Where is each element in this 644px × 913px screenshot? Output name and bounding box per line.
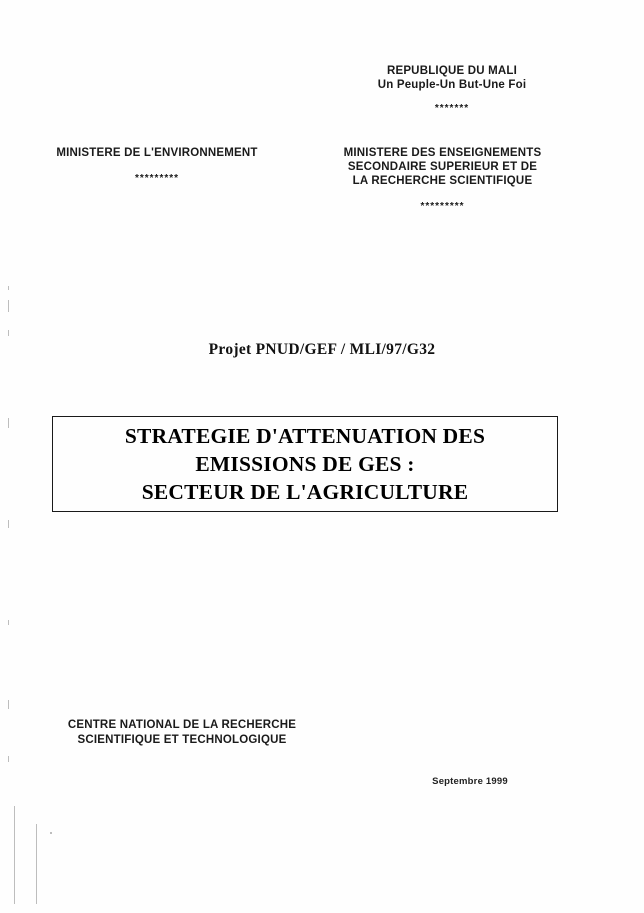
ministry-education-line1: MINISTERE DES ENSEIGNEMENTS <box>343 147 542 159</box>
republic-name: REPUBLIQUE DU MALI <box>386 65 518 77</box>
scan-artifact <box>36 824 37 904</box>
ministry-education-line2: SECONDAIRE SUPERIEUR ET DE <box>347 161 538 173</box>
scan-artifact <box>14 806 15 904</box>
ministry-education <box>300 146 585 212</box>
scan-artifact <box>8 418 9 428</box>
scan-artifact <box>8 756 9 762</box>
institution-line2: SCIENTIFIQUE ET TECHNOLOGIQUE <box>77 734 287 746</box>
document-date: Septembre 1999 <box>432 776 508 787</box>
scan-artifact <box>8 300 9 312</box>
republic-separator: ******* <box>434 103 470 114</box>
ministry-environment-separator: ********* <box>134 173 180 184</box>
scan-artifact <box>8 700 9 709</box>
scan-artifact <box>8 520 9 528</box>
institution-block <box>22 718 342 748</box>
republic-motto: Un Peuple-Un But-Une Foi <box>377 79 527 91</box>
scan-artifact <box>8 620 9 625</box>
ministry-environment <box>22 146 292 184</box>
ministry-education-separator: ********* <box>420 201 465 212</box>
ministry-education-line3: LA RECHERCHE SCIENTIFIQUE <box>352 175 533 187</box>
document-title-box <box>52 416 558 512</box>
document-title-line3: SECTEUR DE L'AGRICULTURE <box>141 480 469 504</box>
scan-artifact <box>50 832 52 834</box>
republic-header <box>322 64 582 114</box>
scan-artifact <box>8 286 9 290</box>
scan-artifact <box>8 330 9 336</box>
institution-line1: CENTRE NATIONAL DE LA RECHERCHE <box>67 719 297 731</box>
ministry-environment-name: MINISTERE DE L'ENVIRONNEMENT <box>56 147 258 159</box>
document-title-line2: EMISSIONS DE GES : <box>195 452 415 476</box>
project-reference: Projet PNUD/GEF / MLI/97/G32 <box>208 341 436 358</box>
document-title-line1: STRATEGIE D'ATTENUATION DES <box>124 424 486 448</box>
